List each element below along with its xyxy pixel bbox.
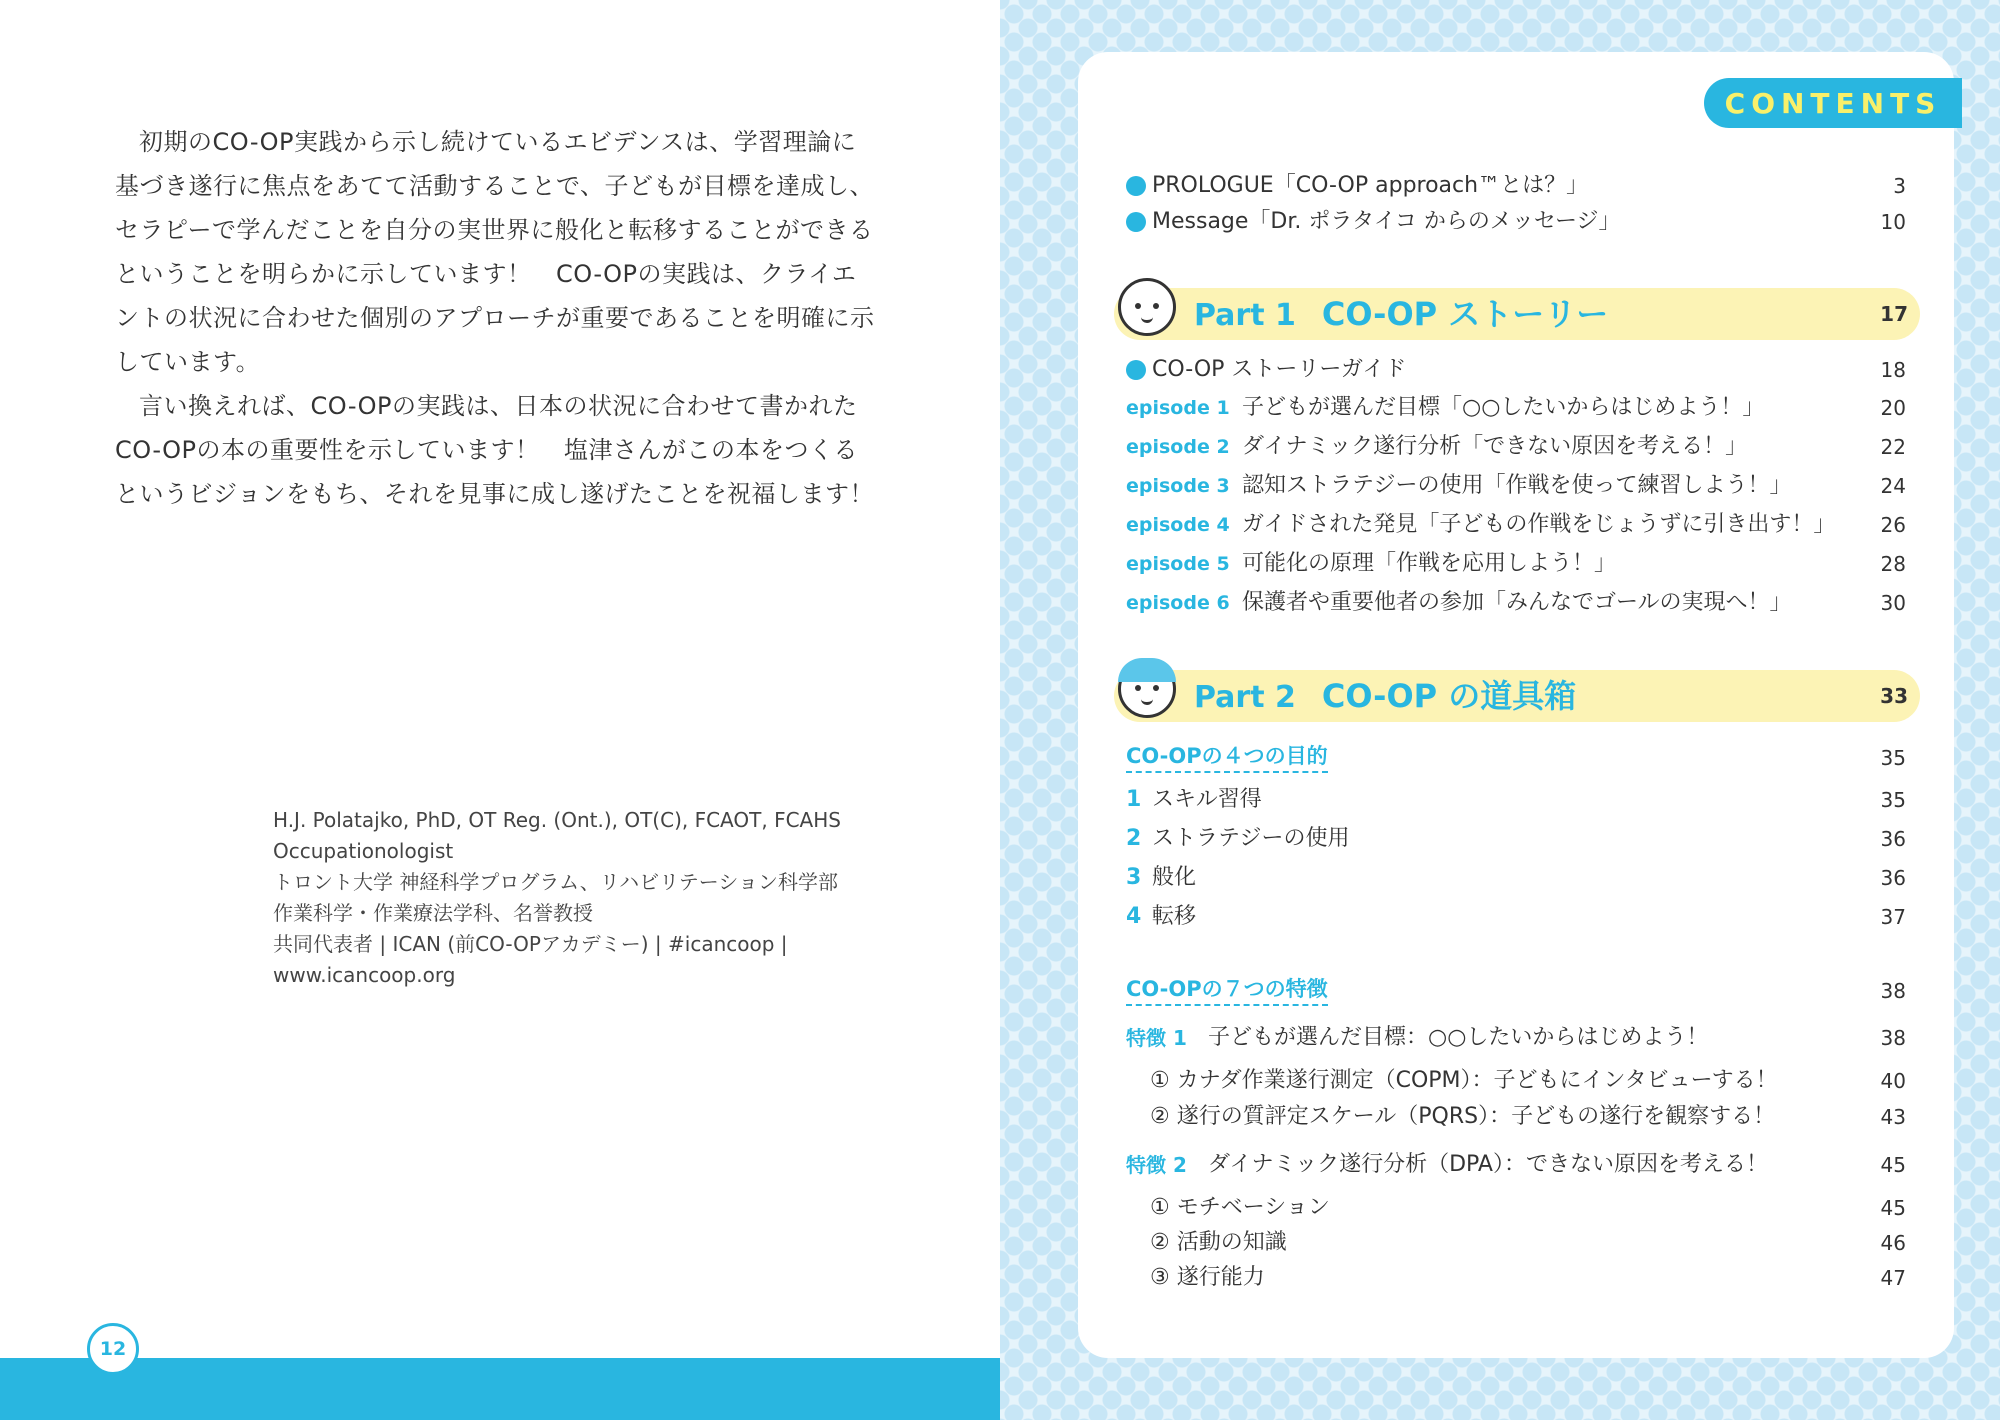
part2-banner[interactable] (1114, 670, 1920, 722)
toc-row-feature[interactable] (1126, 1022, 1906, 1054)
toc-label: スキル習得 (1152, 787, 1262, 812)
part1-page: 17 (1880, 302, 1908, 326)
toc-page: 35 (1880, 746, 1906, 770)
toc-page: 40 (1880, 1069, 1906, 1093)
part1-banner[interactable] (1114, 288, 1920, 340)
toc-row-subitem[interactable] (1126, 1065, 1906, 1097)
toc-row-episode[interactable] (1126, 392, 1906, 424)
toc-label: 子どもが選んだ目標：○○したいからはじめよう！ (1208, 1025, 1709, 1050)
toc-page: 37 (1880, 905, 1906, 929)
toc-row-subitem[interactable] (1126, 1227, 1906, 1259)
goal-number: 2 (1126, 826, 1142, 851)
toc-row-subitem[interactable] (1126, 1262, 1906, 1294)
toc-row-goal[interactable] (1126, 823, 1906, 855)
toc-label: ① カナダ作業遂行測定（COPM）：子どもにインタビューする！ (1150, 1068, 1778, 1093)
toc-page: 30 (1880, 591, 1906, 615)
hair-shape (1118, 658, 1176, 682)
toc-label: CO-OP ストーリーガイド (1152, 357, 1407, 382)
part2-label: Part 2 (1194, 680, 1296, 715)
contents-card (1078, 52, 1954, 1358)
toc-page: 36 (1880, 827, 1906, 851)
part1-heading: CO-OP ストーリー (1321, 295, 1609, 333)
toc-row-guide[interactable] (1126, 354, 1906, 386)
bottom-bar (0, 1358, 1000, 1420)
toc-page: 26 (1880, 513, 1906, 537)
toc-row-features-heading[interactable] (1126, 975, 1906, 1007)
section-heading: CO-OPの７つの特徴 (1126, 976, 1328, 1006)
toc-page: 47 (1880, 1266, 1906, 1290)
toc-label: ③ 遂行能力 (1150, 1265, 1265, 1290)
toc-page: 38 (1880, 1026, 1906, 1050)
toc-page: 46 (1880, 1231, 1906, 1255)
part1-title (1194, 288, 1608, 340)
toc-label: PROLOGUE「CO-OP approach™とは？」 (1152, 173, 1589, 198)
goal-number: 4 (1126, 904, 1142, 929)
feature-tag: 特徴 1 (1126, 1026, 1187, 1050)
toc-row-message[interactable] (1126, 206, 1906, 238)
toc-row-feature[interactable] (1126, 1149, 1906, 1181)
bullet-icon (1126, 176, 1146, 196)
contents-tab: CONTENTS (1704, 78, 1962, 128)
toc-label: ② 遂行の質評定スケール（PQRS）：子どもの遂行を観察する！ (1150, 1104, 1776, 1129)
toc-label: 子どもが選んだ目標「○○したいからはじめよう！」 (1242, 395, 1765, 420)
toc-page: 38 (1880, 979, 1906, 1003)
signature-block (273, 805, 841, 991)
episode-tag: episode 6 (1126, 592, 1230, 614)
signature-line: トロント大学 神経科学プログラム、リハビリテーション科学部 (273, 870, 838, 894)
toc-row-episode[interactable] (1126, 431, 1906, 463)
toc-page: 22 (1880, 435, 1906, 459)
toc-label: 可能化の原理「作戦を応用しよう！」 (1242, 551, 1617, 576)
bullet-icon (1126, 360, 1146, 380)
toc-label: 般化 (1152, 865, 1197, 890)
toc-page: 3 (1893, 174, 1906, 198)
toc-page: 45 (1880, 1153, 1906, 1177)
part1-label: Part 1 (1194, 298, 1296, 333)
toc-page: 10 (1880, 210, 1906, 234)
toc-row-goal[interactable] (1126, 862, 1906, 894)
toc-label: 認知ストラテジーの使用「作戦を使って練習しよう！」 (1242, 473, 1792, 498)
episode-tag: episode 5 (1126, 553, 1230, 575)
toc-row-episode[interactable] (1126, 470, 1906, 502)
signature-line: H.J. Polatajko, PhD, OT Reg. (Ont.), OT(C), FCAOT, FCAHS (273, 808, 841, 832)
signature-line: 共同代表者 | ICAN (前CO-OPアカデミー) | #icancoop | (273, 932, 788, 956)
toc-row-prologue[interactable] (1126, 170, 1906, 202)
toc-label: ダイナミック遂行分析「できない原因を考える！」 (1242, 434, 1748, 459)
part2-title (1194, 670, 1576, 722)
toc-page: 18 (1880, 358, 1906, 382)
signature-line: www.icancoop.org (273, 963, 456, 987)
toc-row-episode[interactable] (1126, 509, 1906, 541)
toc-row-goals-heading[interactable] (1126, 742, 1906, 774)
part2-heading: CO-OP の道具箱 (1321, 677, 1577, 715)
toc-label: ② 活動の知識 (1150, 1230, 1287, 1255)
right-page (1000, 0, 2000, 1420)
toc-row-goal[interactable] (1126, 784, 1906, 816)
episode-tag: episode 2 (1126, 436, 1230, 458)
goal-number: 3 (1126, 865, 1142, 890)
toc-label: ストラテジーの使用 (1152, 826, 1350, 851)
episode-tag: episode 3 (1126, 475, 1230, 497)
episode-tag: episode 1 (1126, 397, 1230, 419)
bullet-icon (1126, 212, 1146, 232)
paragraph-1: 初期のCO-OP実践から示し続けているエビデンスは、学習理論に基づき遂行に焦点をあてて活動することで、子どもが目標を達成し、セラピーで学んだことを自分の実世界に般化と転移することができるということを明らかに示しています！ CO-OPの実践は、クライエントの状況に合わせた個別のアプローチが重要であることを明確に示しています。 (115, 128, 875, 376)
toc-page: 35 (1880, 788, 1906, 812)
toc-row-subitem[interactable] (1126, 1101, 1906, 1133)
paragraph-2: 言い換えれば、CO-OPの実践は、日本の状況に合わせて書かれたCO-OPの本の重要性を示しています！ 塩津さんがこの本をつくるというビジョンをもち、それを見事に成し遂げたことを祝福します！ (115, 392, 875, 508)
toc-row-episode[interactable] (1126, 587, 1906, 619)
boy-face-icon (1118, 278, 1176, 336)
goal-number: 1 (1126, 787, 1142, 812)
signature-line: Occupationologist (273, 839, 454, 863)
signature-line: 作業科学・作業療法学科、名誉教授 (273, 901, 593, 925)
toc-label: ① モチベーション (1150, 1195, 1330, 1220)
toc-page: 28 (1880, 552, 1906, 576)
toc-row-subitem[interactable] (1126, 1192, 1906, 1224)
section-heading: CO-OPの４つの目的 (1126, 743, 1328, 773)
toc-label: ダイナミック遂行分析（DPA）：できない原因を考える！ (1208, 1152, 1768, 1177)
toc-page: 45 (1880, 1196, 1906, 1220)
episode-tag: episode 4 (1126, 514, 1230, 536)
toc-label: 転移 (1152, 904, 1197, 929)
toc-page: 43 (1880, 1105, 1906, 1129)
toc-page: 20 (1880, 396, 1906, 420)
toc-row-episode[interactable] (1126, 548, 1906, 580)
toc-page: 36 (1880, 866, 1906, 890)
part2-page: 33 (1880, 684, 1908, 708)
intro-text (115, 120, 875, 516)
toc-page: 24 (1880, 474, 1906, 498)
toc-label: ガイドされた発見「子どもの作戦をじょうずに引き出す！」 (1242, 512, 1836, 537)
toc-row-goal[interactable] (1126, 901, 1906, 933)
feature-tag: 特徴 2 (1126, 1153, 1187, 1177)
toc-label: Message「Dr. ポラタイコ からのメッセージ」 (1152, 209, 1621, 234)
page-number: 12 (87, 1323, 139, 1375)
toc-label: 保護者や重要他者の参加「みんなでゴールの実現へ！」 (1242, 590, 1792, 615)
